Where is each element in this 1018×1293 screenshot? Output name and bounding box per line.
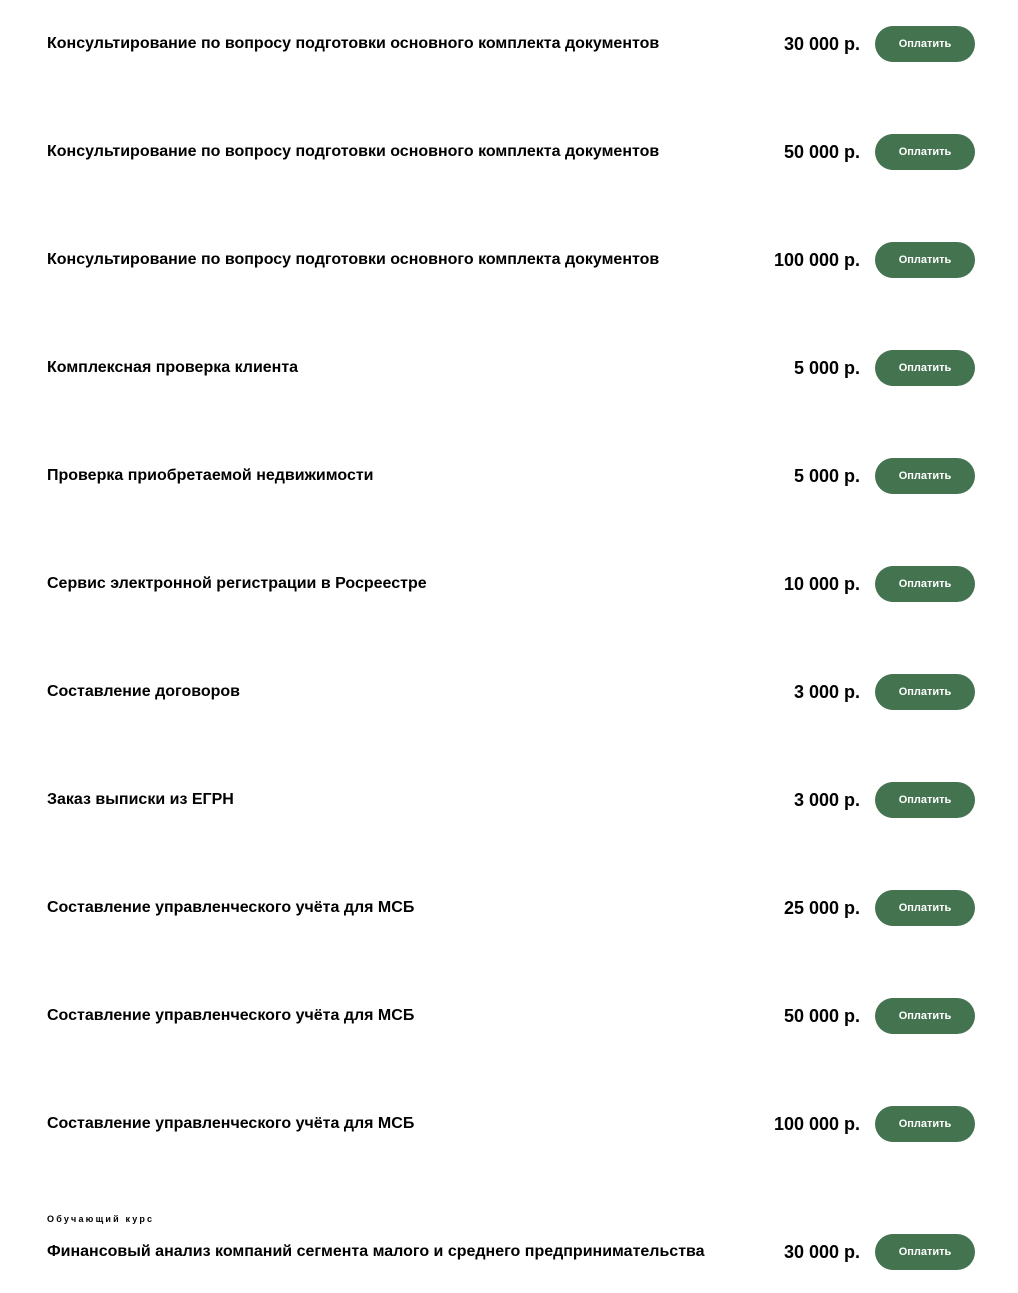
service-price: 5 000 р. [793,358,860,378]
service-price: 30 000 р. [783,34,860,54]
service-price: 3 000 р. [793,682,860,702]
service-title: Заказ выписки из ЕГРН [47,791,234,808]
pay-button[interactable]: Оплатить [875,242,975,278]
service-price: 50 000 р. [783,142,860,162]
price-row [0,26,1018,62]
price-row [0,350,1018,386]
pay-button[interactable]: Оплатить [875,1106,975,1142]
price-row [0,1106,1018,1142]
pay-button[interactable]: Оплатить [875,782,975,818]
course-price: 30 000 р. [783,1242,860,1262]
price-row [0,566,1018,602]
service-price: 100 000 р. [773,250,860,270]
service-title: Консультирование по вопросу подготовки основного комплекта документов [47,143,660,160]
course-title: Финансовый анализ компаний сегмента малого и среднего предпринимательства [47,1243,705,1260]
service-price: 25 000 р. [783,898,860,918]
pay-button[interactable]: Оплатить [875,674,975,710]
price-row [0,998,1018,1034]
pay-button[interactable]: Оплатить [875,134,975,170]
service-title: Консультирование по вопросу подготовки основного комплекта документов [47,251,660,268]
pay-button[interactable]: Оплатить [875,458,975,494]
price-row [0,242,1018,278]
course-pay-button[interactable]: Оплатить [875,1234,975,1270]
pay-button[interactable]: Оплатить [875,566,975,602]
course-category-label: Обучающий курс [47,1214,155,1224]
pay-button[interactable]: Оплатить [875,26,975,62]
service-title: Составление управленческого учёта для МСБ [47,1115,415,1132]
service-price: 3 000 р. [793,790,860,810]
service-title: Комплексная проверка клиента [47,359,299,376]
pay-button[interactable]: Оплатить [875,350,975,386]
course-row [0,1234,1018,1270]
service-title: Составление управленческого учёта для МСБ [47,1007,415,1024]
price-row [0,782,1018,818]
service-price: 100 000 р. [773,1114,860,1134]
service-title: Составление управленческого учёта для МСБ [47,899,415,916]
price-row [0,134,1018,170]
service-title: Проверка приобретаемой недвижимости [47,467,374,484]
service-price: 5 000 р. [793,466,860,486]
service-title: Сервис электронной регистрации в Росреестре [47,575,427,592]
service-price: 10 000 р. [783,574,860,594]
pay-button[interactable]: Оплатить [875,998,975,1034]
price-row [0,674,1018,710]
service-title: Составление договоров [47,683,241,700]
price-row [0,458,1018,494]
service-title: Консультирование по вопросу подготовки основного комплекта документов [47,35,660,52]
price-row [0,890,1018,926]
pay-button[interactable]: Оплатить [875,890,975,926]
service-price: 50 000 р. [783,1006,860,1026]
